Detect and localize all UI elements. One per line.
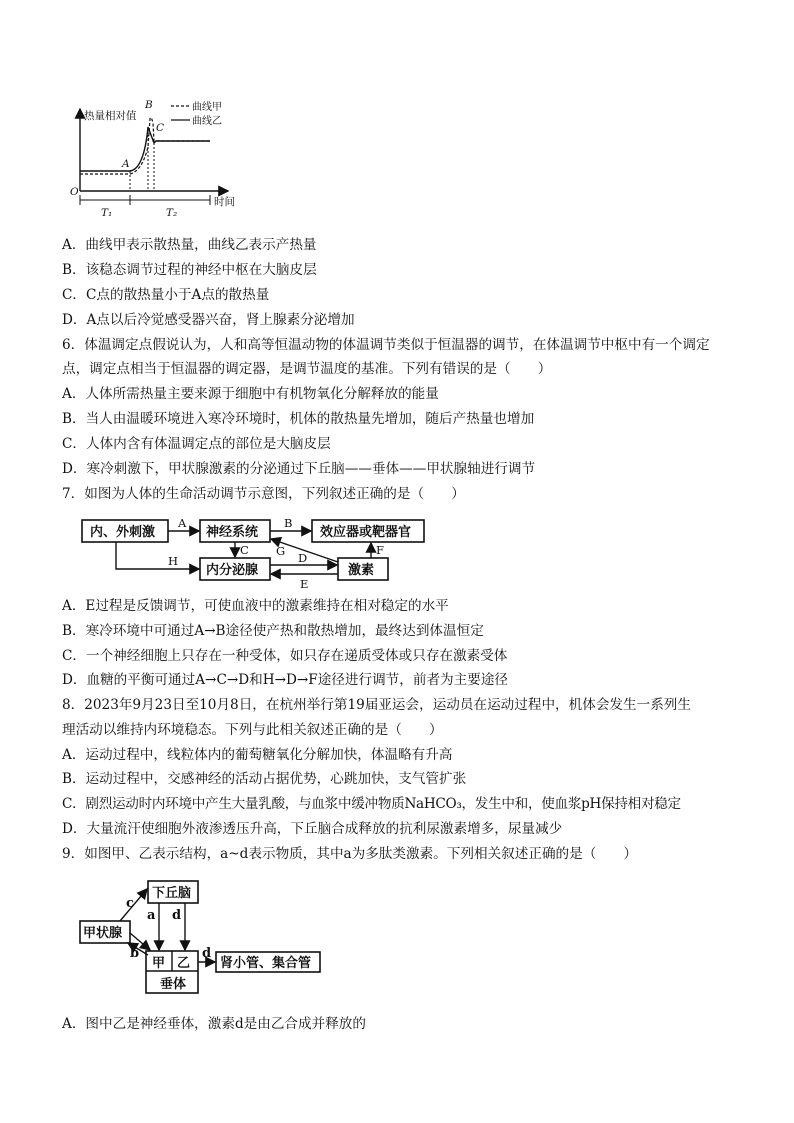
label-b: B bbox=[284, 516, 293, 530]
label-d-upper: d bbox=[172, 908, 182, 923]
thyroid-label: 甲状腺 bbox=[83, 926, 123, 941]
q6-stem-line2: 点，调定点相当于恒温器的调定器，是调节温度的基准。下列有错误的是（ ） bbox=[62, 361, 552, 377]
label-c: C bbox=[240, 543, 249, 557]
pituitary-diagram bbox=[76, 875, 336, 997]
q7-option-a: A．E过程是反馈调节，可使血液中的激素维持在相对稳定的水平 bbox=[62, 598, 449, 614]
q9-option-a: A．图中乙是神经垂体，激素d是由乙合成并释放的 bbox=[62, 1016, 366, 1032]
label-e: E bbox=[300, 577, 309, 591]
q5-option-d: D．A点以后冷觉感受器兴奋，肾上腺素分泌增加 bbox=[62, 312, 355, 328]
q5-option-a: A．曲线甲表示散热量，曲线乙表示产热量 bbox=[62, 237, 317, 253]
endocrine-label: 内分泌腺 bbox=[206, 563, 259, 578]
q7-option-d: D．血糖的平衡可通过A→C→D和H→D→F途径进行调节，前者为主要途径 bbox=[62, 672, 509, 688]
q8-option-a: A．运动过程中，线粒体内的葡萄糖氧化分解加快，体温略有升高 bbox=[62, 747, 453, 763]
heat-curve-figure bbox=[68, 95, 248, 225]
jia-label: 甲 bbox=[152, 956, 166, 971]
point-b-label: B bbox=[145, 99, 153, 111]
pituitary-label: 垂体 bbox=[160, 977, 187, 992]
q6-option-a: A．人体所需热量主要来源于细胞中有机物氧化分解释放的能量 bbox=[62, 386, 439, 402]
label-a: a bbox=[147, 908, 156, 923]
t1-label: T₁ bbox=[101, 207, 113, 219]
q8-stem-line1: 8．2023年9月23日至10月8日，在杭州举行第19届亚运会，运动员在运动过程中，机体会发生一系列生 bbox=[62, 697, 691, 713]
legend-yi: 曲线乙 bbox=[192, 116, 222, 127]
origin-label: O bbox=[70, 186, 79, 198]
x-axis-label: 时间 bbox=[214, 196, 235, 208]
label-b: b bbox=[130, 946, 140, 961]
nervous-label: 神经系统 bbox=[206, 525, 259, 540]
q9-stem: 9．如图甲、乙表示结构，a~d表示物质，其中a为多肽类激素。下列相关叙述正确的是（ ） bbox=[62, 846, 638, 862]
legend-jia: 曲线甲 bbox=[192, 102, 222, 113]
kidney-label: 肾小管、集合管 bbox=[220, 956, 312, 971]
q7-option-c: C．一个神经细胞上只存在一种受体，如只存在递质受体或只存在激素受体 bbox=[62, 648, 508, 664]
curve-yi bbox=[80, 127, 210, 171]
q6-stem-line1: 6．体温调定点假说认为，人和高等恒温动物的体温调节类似于恒温器的调节，在体温调节中枢中有一个调定 bbox=[62, 337, 710, 353]
q5-option-b: B．该稳态调节过程的神经中枢在大脑皮层 bbox=[62, 262, 317, 278]
stimulus-label: 内、外刺激 bbox=[90, 525, 156, 540]
effector-label: 效应器或靶器官 bbox=[320, 525, 412, 540]
q6-option-b: B．当人由温暖环境进入寒冷环境时，机体的散热量先增加，随后产热量也增加 bbox=[62, 411, 535, 427]
label-f: F bbox=[376, 543, 384, 557]
y-axis-label: 热量相对值 bbox=[84, 110, 137, 122]
t2-label: T₂ bbox=[166, 207, 178, 219]
q8-option-c: C．剧烈运动时内环境中产生大量乳酸，与血浆中缓冲物质NaHCO₃，发生中和，使血浆pH保持相对稳定 bbox=[62, 796, 681, 812]
regulation-diagram bbox=[76, 512, 436, 592]
yi-label: 乙 bbox=[177, 956, 191, 971]
point-c-label: C bbox=[156, 122, 165, 134]
label-d: D bbox=[298, 551, 308, 565]
label-c: c bbox=[126, 896, 134, 911]
point-a-label: A bbox=[122, 158, 130, 170]
arrow-h bbox=[116, 542, 199, 569]
q8-option-b: B．运动过程中，交感神经的活动占据优势，心跳加快，支气管扩张 bbox=[62, 771, 467, 787]
label-a: A bbox=[178, 516, 187, 530]
label-g: G bbox=[276, 544, 286, 558]
q7-stem: 7．如图为人体的生命活动调节示意图，下列叙述正确的是（ ） bbox=[62, 486, 465, 502]
q6-option-d: D．寒冷刺激下，甲状腺激素的分泌通过下丘脑——垂体——甲状腺轴进行调节 bbox=[62, 461, 536, 477]
q5-option-c: C．C点的散热量小于A点的散热量 bbox=[62, 287, 270, 303]
q6-option-c: C．人体内含有体温调定点的部位是大脑皮层 bbox=[62, 436, 331, 452]
hypothalamus-label: 下丘脑 bbox=[152, 886, 192, 901]
q8-option-d: D．大量流汗使细胞外液渗透压升高，下丘脑合成释放的抗利尿激素增多，尿量减少 bbox=[62, 821, 563, 837]
q7-option-b: B．寒冷环境中可通过A→B途径使产热和散热增加，最终达到体温恒定 bbox=[62, 623, 484, 639]
q8-stem-line2: 理活动以维持内环境稳态。下列与此相关叙述正确的是（ ） bbox=[62, 722, 443, 738]
label-d-lower: d bbox=[202, 946, 212, 961]
hormone-label: 激素 bbox=[348, 563, 375, 578]
label-h: H bbox=[168, 554, 179, 568]
